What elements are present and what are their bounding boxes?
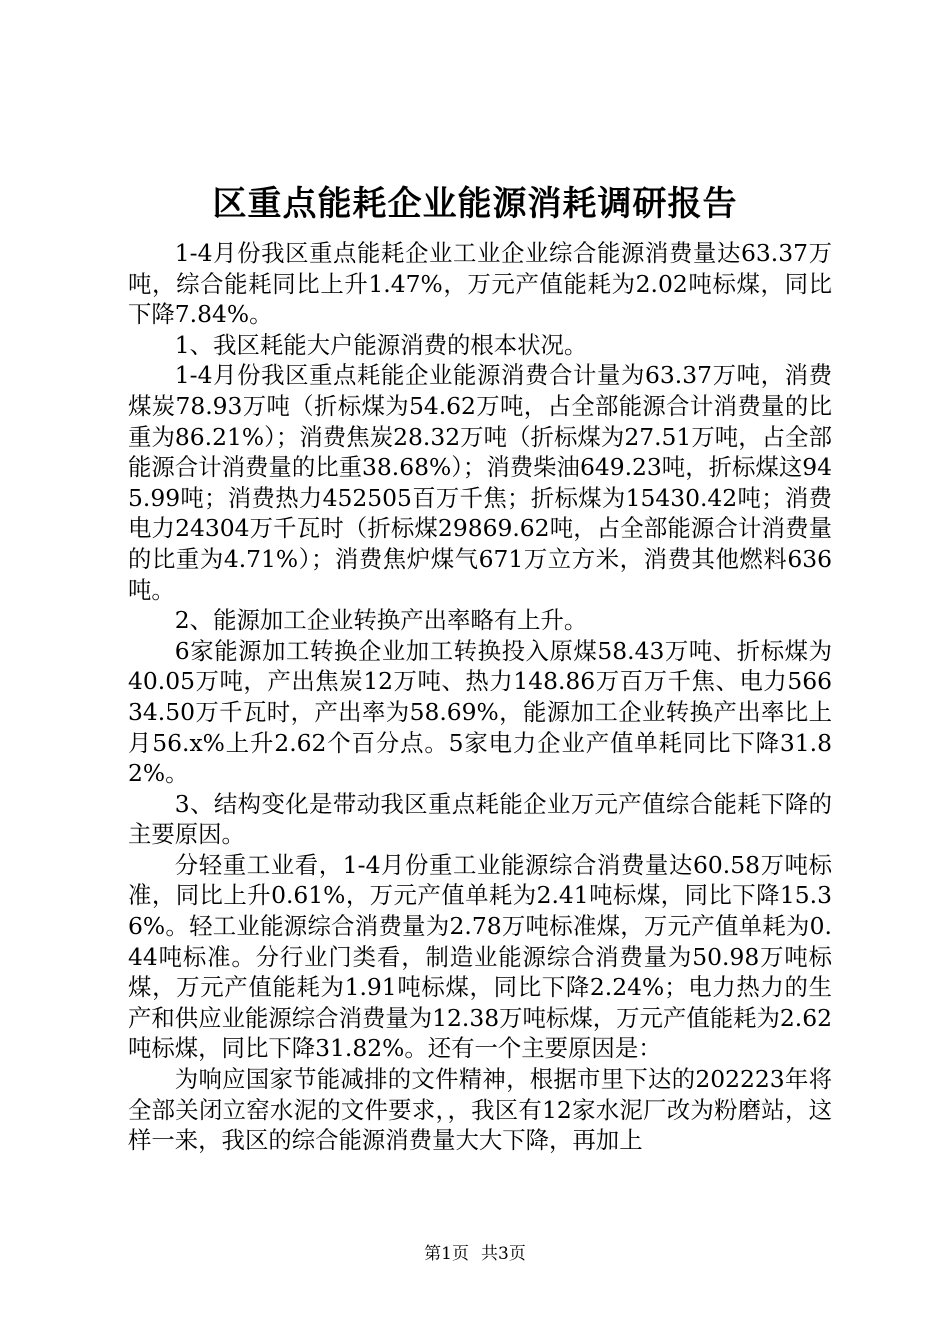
document-title: 区重点能耗企业能源消耗调研报告: [212, 184, 738, 224]
section-heading-3: 3、结构变化是带动我区重点耗能企业万元产值综合能耗下降的主要原因。: [128, 789, 832, 849]
document-body: [128, 238, 832, 1156]
paragraph-cement-policy: 为响应国家节能减排的文件精神，根据市里下达的202223年将全部关闭立窑水泥的文件要求，，我区有12家水泥厂改为粉磨站，这样一来，我区的综合能源消费量大大下降，再加上: [128, 1065, 832, 1155]
paragraph-conversion-output: 6家能源加工转换企业加工转换投入原煤58.43万吨、折标煤为40.05万吨，产出焦炭12万吨、热力148.86万百万千焦、电力56634.50万千瓦时，产出率为58.69%，能源加工企业转换产出率比上月56.x%上升2.62个百分点。5家电力企业产值单耗同比下降31.82%。: [128, 636, 832, 788]
paragraph-industry-structure: 分轻重工业看，1-4月份重工业能源综合消费量达60.58万吨标准，同比上升0.61%，万元产值单耗为2.41吨标煤，同比下降15.36%。轻工业能源综合消费量为2.78万吨标准煤，万元产值单耗为0.44吨标准。分行业门类看，制造业能源综合消费量为50.98万吨标煤，万元产值能耗为1.91吨标煤，同比下降2.24%；电力热力的生产和供应业能源综合消费量为12.38万吨标煤，万元产值能耗为2.62吨标煤，同比下降31.82%。还有一个主要原因是：: [128, 850, 832, 1063]
page-footer: [0, 1242, 950, 1266]
section-heading-1: 1、我区耗能大户能源消费的根本状况。: [174, 330, 588, 359]
paragraph-consumption-details: 1-4月份我区重点耗能企业能源消费合计量为63.37万吨，消费煤炭78.93万吨（折标煤为54.62万吨，占全部能源合计消费量的比重为86.21%）；消费焦炭28.32万吨（折标煤为27.51万吨，占全部能源合计消费量的比重38.68%）；消费柴油649.23吨，折标煤这945.99吨；消费热力452505百万千焦；折标煤为15430.42吨；消费电力24304万千瓦时（折标煤29869.62吨，占全部能源合计消费量的比重为4.71%）；消费焦炉煤气671万立方米，消费其他燃料636吨。: [128, 361, 832, 604]
paragraph-summary: 1-4月份我区重点能耗企业工业企业综合能源消费量达63.37万吨，综合能耗同比上升1.47%，万元产值能耗为2.02吨标煤，同比下降7.84%。: [128, 239, 832, 329]
section-heading-2: 2、能源加工企业转换产出率略有上升。: [174, 606, 588, 635]
page-total: 共3页: [481, 1244, 526, 1264]
page-number: 第1页: [424, 1244, 469, 1264]
